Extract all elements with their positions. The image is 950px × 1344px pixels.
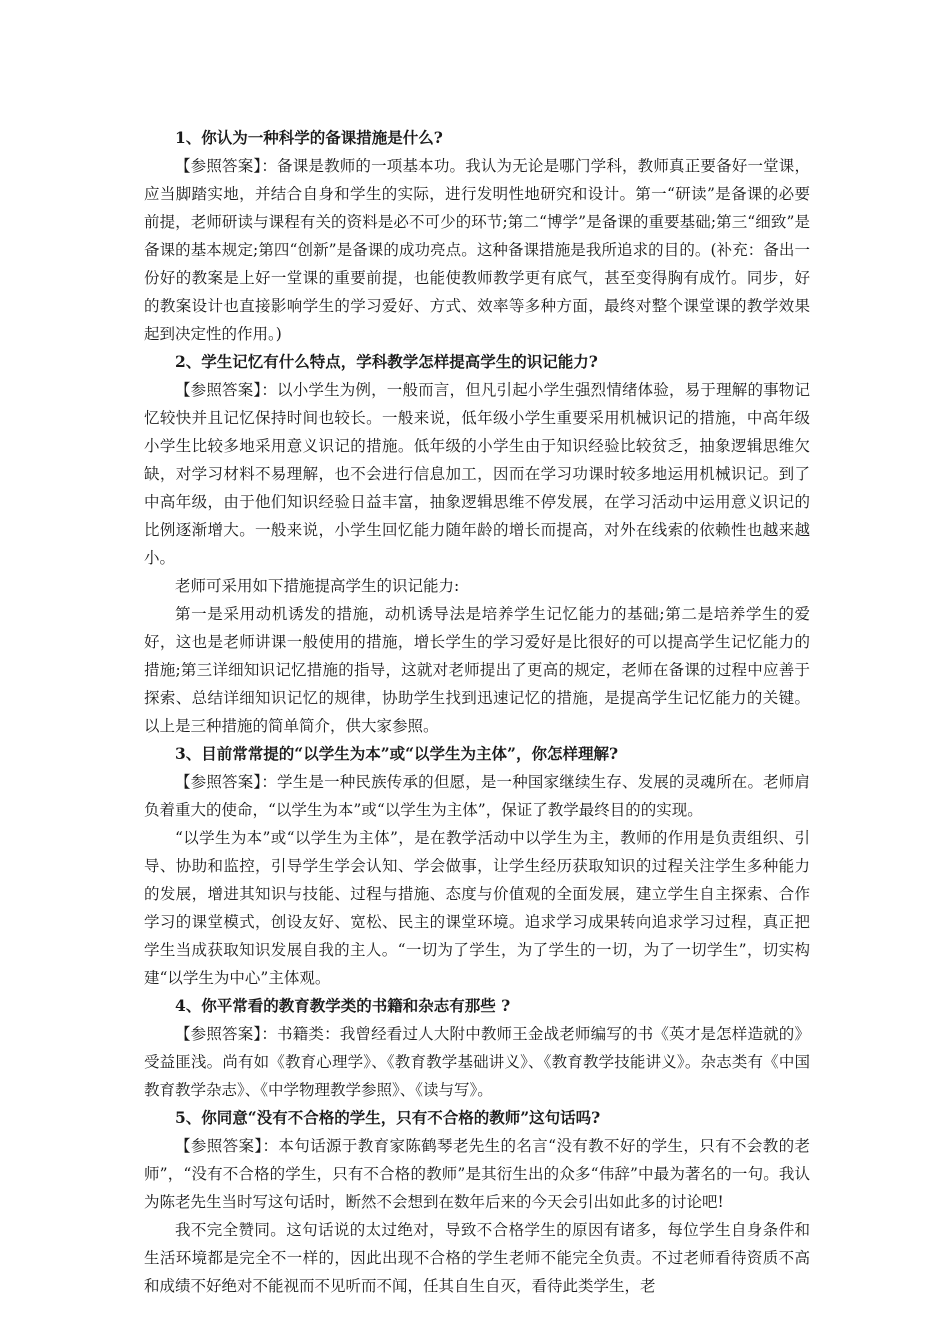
paragraph-text: “以学生为本”或“以学生为主体”，是在教学活动中以学生为主，教师的作用是负责组织、引导、协助和监控，引导学生学会认知、学会做事，让学生经历获取知识的过程关注学生多种能力的发展，增进其知识与技能、过程与措施、态度与价值观的全面发展，建立学生自主探索、合作学习的课堂模式，创设友好、宽松、民主的课堂环境。追求学习成果转向追求学习过程，真正把学生当成获取知识发展自我的主人。“一切为了学生，为了学生的一切，为了一切学生”，切实构建“以学生为中心”主体观。 [144, 829, 810, 987]
answer-label: 【参照答案】 [175, 157, 262, 175]
answer-paragraph [144, 1132, 810, 1216]
paragraph-text: 我不完全赞同。这句话说的太过绝对，导致不合格学生的原因有诸多，每位学生自身条件和生活环境都是完全不一样的，因此出现不合格的学生老师不能完全负责。不过老师看待资质不高和成绩不好绝对不能视而不见听而不闻，任其自生自灭，看待此类学生，老 [144, 1221, 810, 1295]
answer-label: 【参照答案】 [175, 773, 262, 791]
answer-label: 【参照答案】 [175, 381, 262, 399]
paragraph-text: ：本句话源于教育家陈鹤琴老先生的名言“没有教不好的学生，只有不会教的老师”，“没有不合格的学生，只有不合格的教师”是其衍生出的众多“伟辞”中最为著名的一句。我认为陈老先生当时写这句话时，断然不会想到在数年后来的今天会引出如此多的讨论吧! [144, 1137, 810, 1211]
answer-paragraph [144, 768, 810, 824]
paragraph-text: ：学生是一种民族传承的但愿，是一种国家继续生存、发展的灵魂所在。老师肩负着重大的使命，“以学生为本”或“以学生为主体”，保证了教学最终目的的实现。 [144, 773, 810, 819]
paragraph-text: 老师可采用如下措施提高学生的识记能力: [175, 577, 460, 595]
answer-paragraph [144, 152, 810, 348]
question-heading: 5、你同意“没有不合格的学生，只有不合格的教师”这句话吗? [175, 1108, 601, 1127]
answer-paragraph [144, 1020, 810, 1104]
answer-paragraph [144, 376, 810, 572]
paragraph-text: ：备课是教师的一项基本功。我认为无论是哪门学科，教师真正要备好一堂课，应当脚踏实地，并结合自身和学生的实际，进行发明性地研究和设计。第一“研读”是备课的必要前提，老师研读与课程有关的资料是必不可少的环节;第二“博学”是备课的重要基础;第三“细致”是备课的基本规定;第四“创新”是备课的成功亮点。这种备课措施是我所追求的目的。(补充：备出一份好的教案是上好一堂课的重要前提，也能使教师教学更有底气，甚至变得胸有成竹。同步，好的教案设计也直接影响学生的学习爱好、方式、效率等多种方面，最终对整个课堂课的教学效果起到决定性的作用。) [144, 157, 810, 343]
answer-label: 【参照答案】 [175, 1137, 263, 1155]
question-heading: 4、你平常看的教育教学类的书籍和杂志有那些 ? [175, 996, 511, 1015]
paragraph-text: 第一是采用动机诱发的措施，动机诱导法是培养学生记忆能力的基础;第二是培养学生的爱好，这也是老师讲课一般使用的措施，增长学生的学习爱好是比很好的可以提高学生记忆能力的措施;第三详细知识记忆措施的指导，这就对老师提出了更高的规定，老师在备课的过程中应善于探索、总结详细知识记忆的规律，协助学生找到迅速记忆的措施，是提高学生记忆能力的关键。以上是三种措施的简单简介，供大家参照。 [144, 605, 810, 735]
question-heading: 1、你认为一种科学的备课措施是什么? [175, 128, 443, 147]
body-paragraph [144, 1216, 810, 1300]
body-paragraph [144, 600, 810, 740]
question-heading: 2、学生记忆有什么特点，学科教学怎样提高学生的识记能力? [175, 352, 598, 371]
body-paragraph [144, 572, 810, 600]
paragraph-text: ：书籍类：我曾经看过人大附中教师王金战老师编写的书《英才是怎样造就的》受益匪浅。尚有如《教育心理学》、《教育教学基础讲义》、《教育教学技能讲义》。杂志类有《中国教育教学杂志》、《中学物理教学参照》、《读与写》。 [144, 1025, 810, 1099]
answer-label: 【参照答案】 [175, 1025, 262, 1043]
paragraph-text: ：以小学生为例，一般而言，但凡引起小学生强烈情绪体验，易于理解的事物记忆较快并且记忆保持时间也较长。一般来说，低年级小学生重要采用机械识记的措施，中高年级小学生比较多地采用意义识记的措施。低年级的小学生由于知识经验比较贫乏，抽象逻辑思维欠缺，对学习材料不易理解，也不会进行信息加工，因而在学习功课时较多地运用机械识记。到了中高年级，由于他们知识经验日益丰富，抽象逻辑思维不停发展，在学习活动中运用意义识记的比例逐渐增大。一般来说，小学生回忆能力随年龄的增长而提高，对外在线索的依赖性也越来越小。 [144, 381, 810, 567]
body-paragraph [144, 824, 810, 992]
question-heading: 3、目前常常提的“以学生为本”或“以学生为主体”，你怎样理解? [175, 744, 619, 763]
